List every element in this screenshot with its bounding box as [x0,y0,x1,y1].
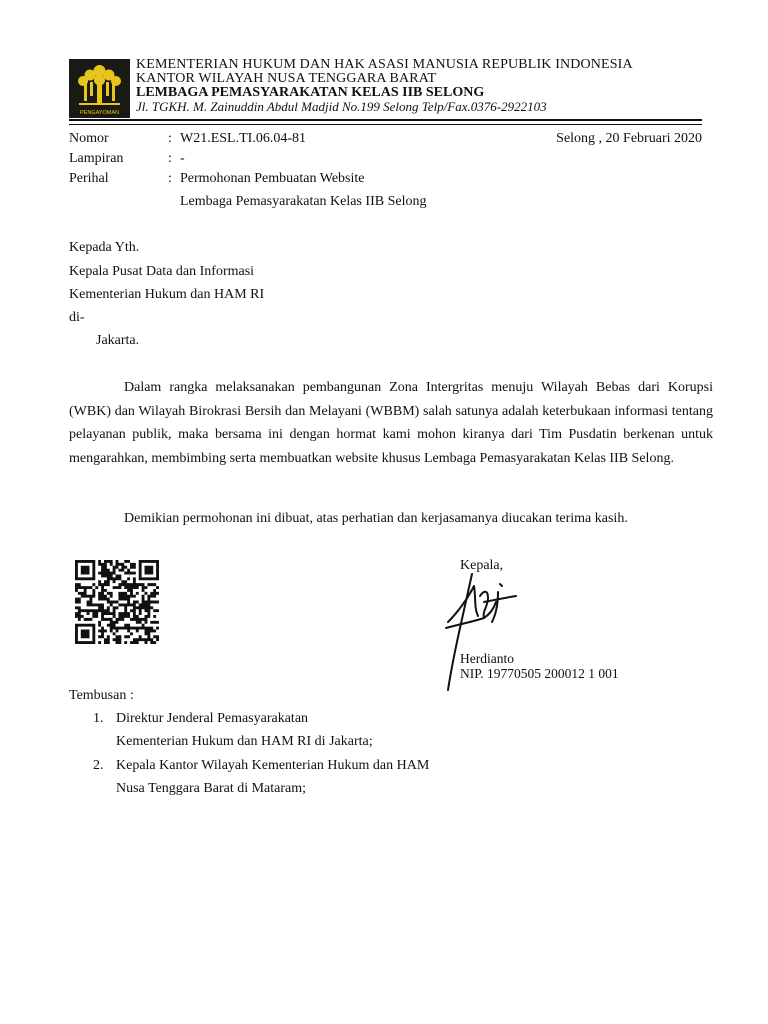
pengayoman-logo [69,59,130,118]
tembusan-item-line2: Kementerian Hukum dan HAM RI di Jakarta; [116,734,373,749]
lampiran-colon: : [168,151,172,166]
tembusan-item-line1: Kepala Kantor Wilayah Kementerian Hukum dan HAM [116,758,430,773]
lampiran-label: Lampiran [69,151,124,166]
lampiran-value: - [180,151,185,166]
signatory-name: Herdianto [460,651,514,666]
letterhead-address: Jl. TGKH. M. Zainuddin Abdul Madjid No.199 Selong Telp/Fax.0376-2922103 [136,99,547,114]
tembusan-item-number: 1. [93,711,104,726]
nomor-colon: : [168,131,172,146]
letterhead-rule-thick [69,119,702,121]
recipient-city: Jakarta. [96,333,140,348]
letterhead-regional-office: KANTOR WILAYAH NUSA TENGGARA BARAT [136,71,437,86]
perihal-colon: : [168,171,172,186]
signatory-title: Kepala, [460,558,504,573]
nomor-value: W21.ESL.TI.06.04-81 [180,131,306,146]
letterhead-ministry: KEMENTERIAN HUKUM DAN HAK ASASI MANUSIA REPUBLIK INDONESIA [136,57,633,72]
recipient-greeting: Kepada Yth. [69,240,140,255]
letterhead-institution: LEMBAGA PEMASYARAKATAN KELAS IIB SELONG [136,85,485,100]
nomor-label: Nomor [69,131,109,146]
perihal-line2: Lembaga Pemasyarakatan Kelas IIB Selong [180,194,427,209]
signatory-nip: NIP. 19770505 200012 1 001 [460,666,619,681]
qr-code-image [73,560,161,644]
tembusan-label: Tembusan : [69,688,134,703]
letter-date: Selong , 20 Februari 2020 [556,131,702,146]
perihal-line1: Permohonan Pembuatan Website [180,171,365,186]
body-paragraph: Dalam rangka melaksanakan pembangunan Zona Intergritas menuju Wilayah Bebas dari Korupsi (WBK) dan Wilayah Birokrasi Bersih dan Melayani (WBBM) salah satunya adalah keterbukaan informasi tentang pelayanan publik, maka bersama ini dengan hormat kami mohon kiranya dari Tim Pusdatin berkenan untuk mengarahkan, membimbing serta membuatkan website khusus Lembaga Pemasyarakatan Kelas IIB Selong. [69,380,713,466]
recipient-di: di- [69,310,85,325]
tembusan-item-line2: Nusa Tenggara Barat di Mataram; [116,781,307,796]
closing-sentence: Demikian permohonan ini dibuat, atas perhatian dan kerjasamanya diucakan terima kasih. [124,511,628,526]
letterhead-rule-thin [69,124,702,125]
tembusan-item-number: 2. [93,758,104,773]
logo-text: PENGAYOMAN [79,110,120,116]
tembusan-item-line1: Direktur Jenderal Pemasyarakatan [116,711,309,726]
recipient-position: Kepala Pusat Data dan Informasi [69,264,255,279]
recipient-ministry: Kementerian Hukum dan HAM RI [69,287,265,302]
perihal-label: Perihal [69,171,109,186]
